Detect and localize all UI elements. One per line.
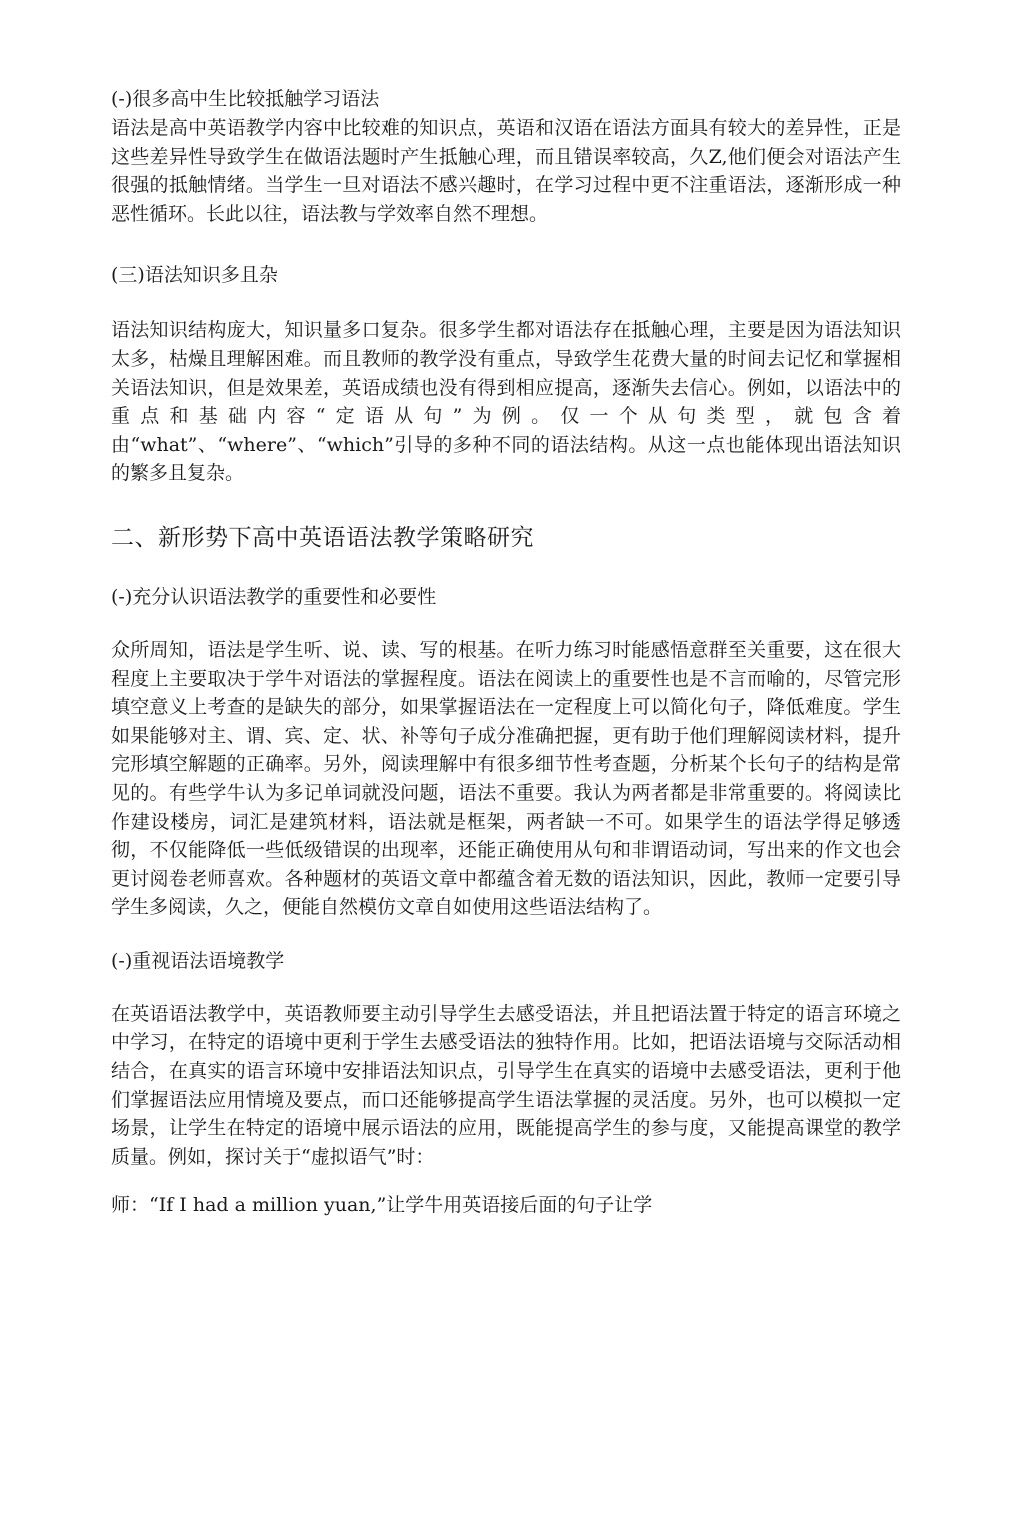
- paragraph-resist-grammar: 语法是高中英语教学内容中比较难的知识点，英语和汉语在语法方面具有较大的差异性，正是这些差异性导致学生在做语法题时产生抵触心理，而且错误率较高，久Z,他们便会对语法产生很强的抵触情绪。当学生一旦对语法不感兴趣时，在学习过程中更不注重语法，逐渐形成一种恶性循环。长此以往，语法教与学效率自然不理想。: [111, 117, 901, 225]
- spacer: [111, 612, 901, 636]
- spacer: [111, 290, 901, 316]
- subheading-grammar-context-teaching: (-)重视语法语境教学: [111, 949, 285, 972]
- paragraph-importance-of-grammar: 众所周知，语法是学生听、说、读、写的根基。在听力练习时能感悟意群至关重要，这在很大程度上主要取决于学牛对语法的掌握程度。语法在阅读上的重要性也是不言而喻的，尽管完形填空意义上考查的是缺失的部分，如果掌握语法在一定程度上可以简化句子，降低难度。学生如果能够对主、谓、宾、定、状、补等句子成分准确把握，更有助于他们理解阅读材料，提升完形填空解题的正确率。另外，阅读理解中有很多细节性考查题，分析某个长句子的结构是常见的。有些学牛认为多记单词就没问题，语法不重要。我认为两者都是非常重要的。将阅读比作建设楼房，词汇是建筑材料，语法就是框架，两者缺一不可。如果学生的语法学得足够透彻，不仅能降低一些低级错误的出现率，还能正确使用从句和非谓语动词，写出来的作文也会更讨阅卷老师喜欢。各种题材的英语文章中都蕴含着无数的语法知识，因此，教师一定要引导学生多阅读，久之，便能自然模仿文章自如使用这些语法结构了。: [111, 638, 901, 919]
- subheading-grammar-knowledge-complex: (三)语法知识多且杂: [111, 264, 278, 287]
- spacer: [111, 976, 901, 1000]
- paragraph-grammar-context-teaching: 在英语语法教学中，英语教师要主动引导学生去感受语法，并且把语法置于特定的语言环境之中学习，在特定的语境中更利于学生去感受语法的独特作用。比如，把语法语境与交际活动相结合，在真实的语言环境中安排语法知识点，引导学生在真实的语境中去感受语法，更利于他们掌握语法应用情境及要点，而口还能够提高学生语法掌握的灵活度。另外，也可以模拟一定场景，让学生在特定的语境中展示语法的应用，既能提高学生的参与度，又能提高课堂的教学质量。例如，探讨关于“虚拟语气”时：: [111, 1002, 901, 1168]
- paragraph-teacher-example: 师：“If I had a million yuan,”让学牛用英语接后面的句子让学: [111, 1194, 653, 1217]
- spacer: [111, 228, 901, 260]
- section-title-teaching-strategies: 二、新形势下高中英语语法教学策略研究: [111, 524, 534, 551]
- paragraph-grammar-knowledge-complex: 语法知识结构庞大，知识量多口复杂。很多学生都对语法存在抵触心理，主要是因为语法知识太多，枯燥且理解困难。而且教师的教学没有重点，导致学生花费大量的时间去记忆和掌握相关语法知识，但是效果差，英语成绩也没有得到相应提高，逐渐失去信心。例如，以语法中的重点和基础内容“定语从句”为例。仅一个从句类型，就包含着由“what”、“where”、“which”引导的多种不同的语法结构。从这一点也能体现出语法知识的繁多且复杂。: [111, 319, 901, 485]
- spacer: [111, 922, 901, 946]
- spacer: [111, 488, 901, 522]
- spacer: [111, 554, 901, 582]
- subheading-importance-of-grammar: (-)充分认识语法教学的重要性和必要性: [111, 585, 437, 608]
- subheading-students-resist-grammar: (-)很多高中生比较抵触学习语法: [111, 88, 380, 110]
- spacer: [111, 1171, 901, 1191]
- document-page: [111, 84, 901, 1220]
